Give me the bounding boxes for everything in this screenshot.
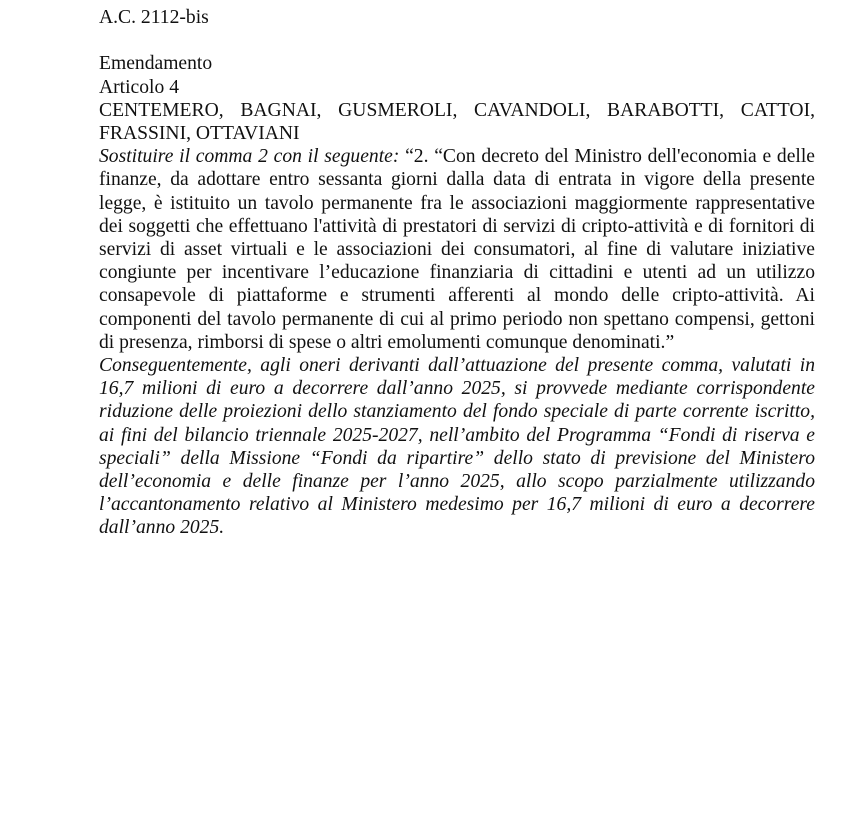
signatories-list: CENTEMERO, BAGNAI, GUSMEROLI, CAVANDOLI, BARABOTTI, CATTOI, FRASSINI, OTTAVIANI — [99, 99, 815, 144]
bill-reference: A.C. 2112-bis — [99, 7, 209, 28]
consequential-clause: Conseguentemente, agli oneri derivanti dall’attuazione del presente comma, valutati in 16,7 milioni di euro a decorrere dall’anno 2025, si provvede mediante corrispondente riduzione delle proiezioni dello stanziamento del fondo speciale di parte corrente iscritto, ai fini del bilancio triennale 2025-2027, nell’ambito del Programma “Fondi di riserva e speciali” della Missione “Fondi da ripartire” dello stato di previsione del Ministero dell’economia e delle finanze per l’anno 2025, allo scopo parzialmente utilizzando l’accantonamento relativo al Ministero medesimo per 16,7 milioni di euro a decorrere dall’anno 2025. — [99, 355, 815, 539]
article-number: Articolo 4 — [99, 76, 179, 98]
replacement-paragraph — [99, 145, 815, 354]
instruction-text: Sostituire il comma 2 con il seguente: — [99, 146, 400, 168]
document-type: Emendamento — [99, 53, 213, 75]
replacement-text: “2. “Con decreto del Ministro dell'economia e delle finanze, da adottare entro sessanta giorni dalla data di entrata in vigore della presente legge, è istituito un tavolo permanente fra le associazioni maggiormente rappresentative dei soggetti che effettuano l'attività di prestatori di servizi di cripto-attività e di fornitori di servizi di asset virtuali e le associazioni dei consumatori, al fine di valutare iniziative congiunte per incentivare l’educazione finanziaria di cittadini e utenti ad un utilizzo consapevole di piattaforme e strumenti afferenti al mondo delle cripto-attività. Ai componenti del tavolo permanente di cui al primo periodo non spettano compensi, gettoni di presenza, rimborsi di spese o altri emolumenti comunque denominati.” — [99, 146, 815, 353]
amendment-document — [99, 6, 815, 540]
